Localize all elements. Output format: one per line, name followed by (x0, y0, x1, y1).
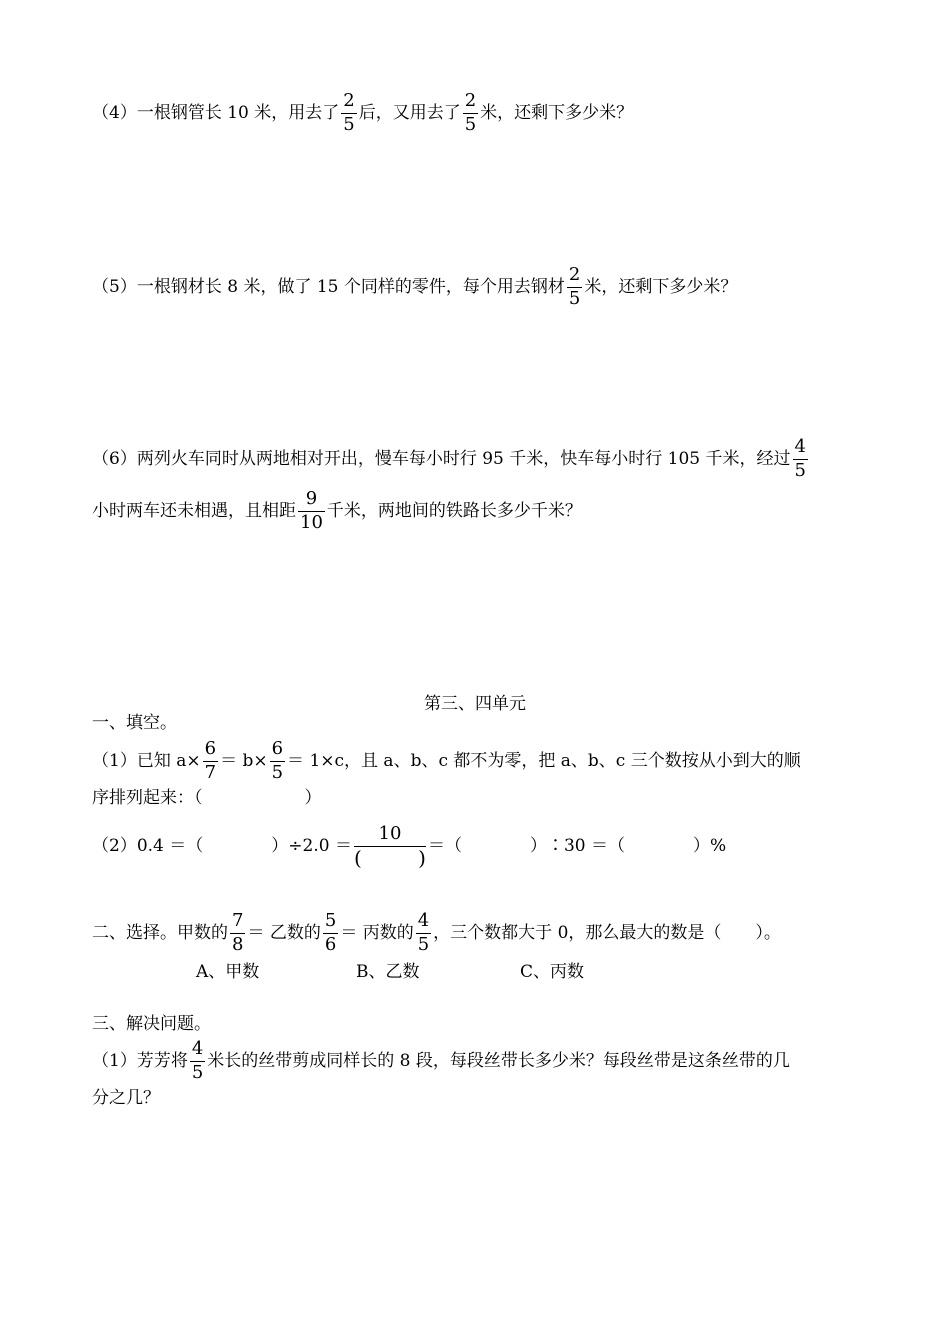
text: （1）已知 a× (92, 750, 201, 771)
fraction: $\frac{2}{5}$ (343, 90, 355, 135)
section-3-item-1 (92, 1040, 790, 1083)
q6-line1: （6）两列火车同时从两地相对开出，慢车每小时行 95 千米，快车每小时行 105 千米，经过 (92, 448, 791, 469)
text: ＝ b× (220, 750, 268, 771)
q6-line2-suffix: 千米，两地间的铁路长多少千米？ (326, 500, 582, 521)
q5-prefix: （5）一根钢材长 8 米，做了 15 个同样的零件，每个用去钢材 (92, 276, 565, 297)
text: ，三个数都大于 0，那么最大的数是（ ）。 (433, 922, 781, 943)
fraction: $\frac{2}{5}$ (568, 264, 581, 309)
q4-prefix: （4）一根钢管长 10 米，用去了 (92, 102, 340, 123)
section-2-question (92, 912, 781, 955)
section-3-item-1-line-2: 分之几？ (92, 1088, 160, 1108)
fraction: $\frac{6}{5}$ (271, 738, 284, 783)
fraction: $\frac{4}{5}$ (417, 910, 430, 955)
section-1-item-2 (92, 824, 726, 869)
unit-title: 第三、四单元 (424, 694, 526, 714)
fraction-with-blank-denominator: 10 ( ) (353, 823, 426, 870)
fraction: $\frac{2}{5}$ (464, 90, 477, 135)
q5-suffix: 米，还剩下多少米？ (584, 276, 738, 297)
q4-mid: 后，又用去了 (358, 102, 461, 123)
section-1-item-1-line-2: 序排列起来：（ ） (92, 788, 322, 808)
q4-suffix: 米，还剩下多少米？ (480, 102, 634, 123)
q6-line2-prefix: 小时两车还未相遇，且相距 (92, 500, 296, 521)
fraction: $\frac{5}{6}$ (324, 910, 337, 955)
question-4 (92, 92, 633, 135)
text: ＝ 1×c，且 a、b、c 都不为零，把 a、b、c 三个数按从小到大的顺 (287, 750, 801, 771)
fraction: $\frac{7}{8}$ (232, 910, 244, 955)
question-5 (92, 266, 737, 309)
section-1-item-1 (92, 740, 801, 783)
fraction: $\frac{9}{10}$ (300, 488, 323, 533)
fraction: $\frac{4}{5}$ (191, 1038, 204, 1083)
text: ＝ 乙数的 (247, 922, 321, 943)
text: ＝（ ）∶30 ＝（ ）% (427, 835, 727, 856)
fraction: $\frac{6}{7}$ (204, 738, 217, 783)
text: （2）0.4 ＝（ ）÷2.0 ＝ (92, 835, 352, 856)
text: 米长的丝带剪成同样长的 8 段，每段丝带长多少米？每段丝带是这条丝带的几 (207, 1050, 790, 1071)
text: 二、选择。甲数的 (92, 922, 228, 943)
question-6-line-2 (92, 490, 582, 533)
text: ＝ 丙数的 (340, 922, 414, 943)
question-6-line-1 (92, 438, 810, 481)
option-a: A、甲数 (196, 962, 260, 982)
fraction: $\frac{4}{5}$ (794, 436, 806, 481)
option-b: B、乙数 (356, 962, 420, 982)
section-3-heading: 三、解决问题。 (92, 1014, 211, 1034)
section-1-heading: 一、填空。 (92, 713, 177, 733)
option-c: C、丙数 (520, 962, 585, 982)
text: （1）芳芳将 (92, 1050, 188, 1071)
